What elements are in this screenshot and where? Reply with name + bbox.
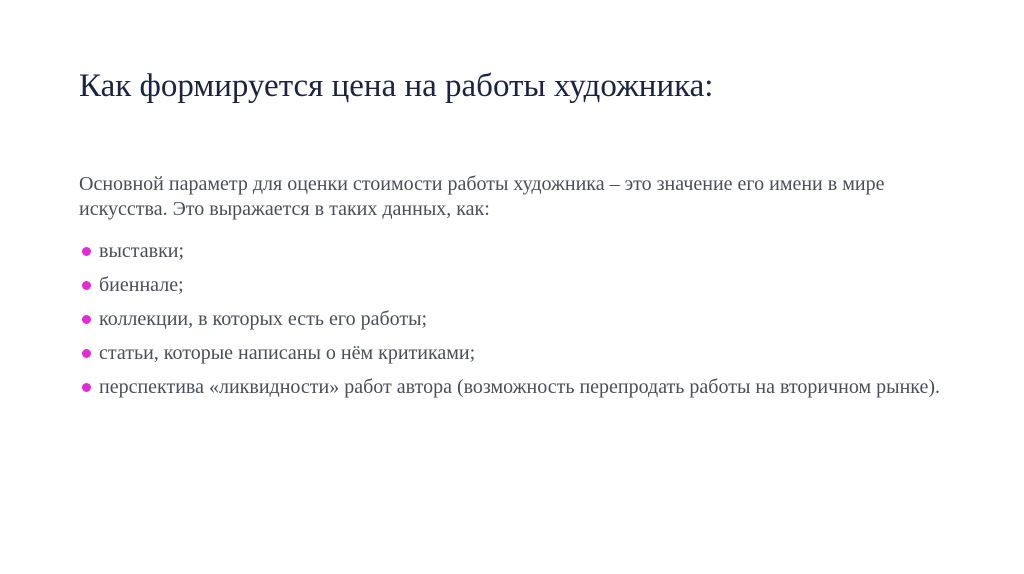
round-bullet-icon xyxy=(82,247,91,256)
round-bullet-icon xyxy=(82,349,91,358)
bullet-item-liquidity xyxy=(79,374,959,400)
bullet-text: статьи, которые написаны о нём критиками; xyxy=(99,342,476,364)
bullet-text: биеннале; xyxy=(99,274,184,296)
round-bullet-icon xyxy=(82,383,91,392)
bullet-text: выставки; xyxy=(99,240,185,262)
intro-paragraph: Основной параметр для оценки стоимости работы художника – это значение его имени в мире искусства. Это выражается в таких данных, как: xyxy=(79,173,885,220)
round-bullet-icon xyxy=(82,315,91,324)
bullet-item-exhibitions xyxy=(79,238,959,264)
bullet-list xyxy=(79,238,959,408)
bullet-text: перспектива «ликвидности» работ автора (возможность перепродать работы на вторичном рынке). xyxy=(99,376,941,398)
round-bullet-icon xyxy=(82,281,91,290)
bullet-text: коллекции, в которых есть его работы; xyxy=(99,308,428,330)
bullet-item-collections xyxy=(79,306,959,332)
bullet-item-biennale xyxy=(79,272,959,298)
slide-title: Как формируется цена на работы художника: xyxy=(79,68,714,104)
bullet-item-articles xyxy=(79,340,959,366)
